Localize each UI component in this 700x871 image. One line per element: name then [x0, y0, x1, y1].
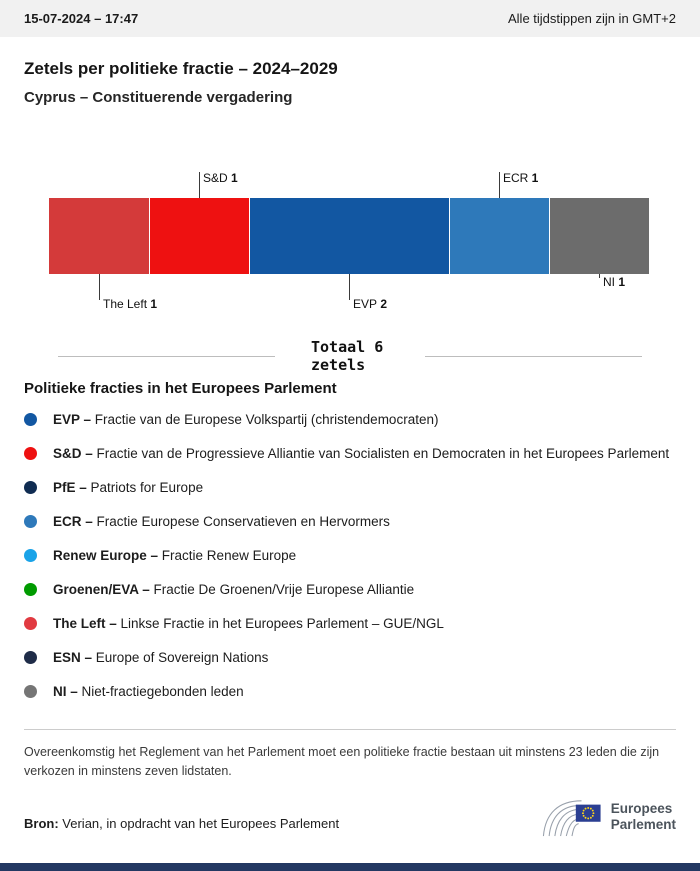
bar-segment-s-d[interactable] [149, 198, 249, 274]
segment-label: S&D 1 [203, 171, 238, 185]
ep-hemicycle-flag-icon [541, 797, 603, 837]
legend-color-dot [24, 481, 37, 494]
stacked-bar [49, 198, 649, 274]
fraction-abbr: Renew Europe – [53, 548, 159, 563]
divider-line-right [425, 356, 642, 357]
bar-segment-the-left[interactable] [49, 198, 149, 274]
fraction-abbr: ECR – [53, 514, 93, 529]
legend-color-dot [24, 617, 37, 630]
fraction-desc: Fractie De Groenen/Vrije Europese Alliantie [153, 582, 415, 597]
fraction-abbr: ESN – [53, 650, 93, 665]
total-seats-label [285, 338, 415, 374]
header-bar [0, 0, 700, 37]
fraction-abbr: PfE – [53, 480, 87, 495]
fraction-abbr: EVP – [53, 412, 92, 427]
bar-segment-evp[interactable] [249, 198, 449, 274]
legend-color-dot [24, 651, 37, 664]
legend-color-dot [24, 583, 37, 596]
label-tick [99, 274, 100, 300]
fraction-abbr: S&D – [53, 446, 93, 461]
footnote: Overeenkomstig het Reglement van het Parlement moet een politieke fractie bestaan uit minstens 23 leden die zijn verkozen in minstens zeven lidstaten. [24, 745, 660, 778]
legend-item-sd [24, 444, 676, 463]
segment-label: The Left 1 [103, 297, 158, 311]
label-tick [349, 274, 350, 300]
source-text: Verian, in opdracht van het Europees Parlement [62, 816, 340, 831]
footnote-divider [24, 729, 676, 730]
legend-item-ecr [24, 512, 676, 531]
legend-item-ni [24, 682, 676, 701]
timestamp: 15-07-2024 – 17:47 [24, 11, 139, 26]
segment-label: EVP 2 [353, 297, 388, 311]
legend-color-dot [24, 515, 37, 528]
label-tick [199, 172, 200, 198]
bar-segment-ecr[interactable] [449, 198, 549, 274]
legend-item-renew [24, 546, 676, 565]
fraction-desc: Niet-fractiegebonden leden [81, 684, 244, 699]
fraction-desc: Europe of Sovereign Nations [95, 650, 269, 665]
legend-item-groenen-eva [24, 580, 676, 599]
total-line-1: Totaal 6 [311, 338, 384, 356]
source-line [24, 816, 339, 837]
legend-list [24, 410, 676, 701]
fraction-desc: Fractie Renew Europe [161, 548, 297, 563]
source-label: Bron: [24, 816, 59, 831]
footer [24, 797, 676, 837]
total-seats-divider [58, 338, 642, 374]
label-tick [599, 274, 600, 278]
fraction-abbr: The Left – [53, 616, 117, 631]
fraction-desc: Patriots for Europe [90, 480, 204, 495]
fraction-desc: Fractie van de Europese Volkspartij (christendemocraten) [94, 412, 439, 427]
footer-accent-bar [0, 863, 700, 871]
legend-heading: Politieke fracties in het Europees Parlement [24, 380, 337, 397]
legend-color-dot [24, 447, 37, 460]
fraction-desc: Linkse Fractie in het Europees Parlement – GUE/NGL [120, 616, 444, 631]
ep-logo-line-1: Europees [610, 801, 673, 816]
label-tick [499, 172, 500, 198]
page-subtitle: Cyprus – Constituerende vergadering [24, 89, 293, 106]
segment-label: NI 1 [603, 275, 626, 289]
legend-item-esn [24, 648, 676, 667]
legend-item-evp [24, 410, 676, 429]
ep-logo-line-2: Parlement [610, 817, 676, 832]
segment-label: ECR 1 [503, 171, 539, 185]
legend-color-dot [24, 685, 37, 698]
legend-item-pfe [24, 478, 676, 497]
fraction-abbr: Groenen/EVA – [53, 582, 150, 597]
ep-logo-text [611, 801, 676, 833]
legend-item-the-left [24, 614, 676, 633]
ep-logo [541, 797, 676, 837]
legend-color-dot [24, 549, 37, 562]
fraction-desc: Fractie van de Progressieve Alliantie van Socialisten en Democraten in het Europees Parlement [96, 446, 670, 461]
timezone-note: Alle tijdstippen zijn in GMT+2 [508, 11, 676, 26]
divider-line-left [58, 356, 275, 357]
page-title: Zetels per politieke fractie – 2024–2029 [24, 59, 338, 78]
fraction-abbr: NI – [53, 684, 78, 699]
seat-chart [0, 138, 700, 318]
legend-color-dot [24, 413, 37, 426]
fraction-desc: Fractie Europese Conservatieven en Hervormers [96, 514, 390, 529]
bar-segment-ni[interactable] [549, 198, 649, 274]
total-line-2: zetels [311, 356, 366, 374]
